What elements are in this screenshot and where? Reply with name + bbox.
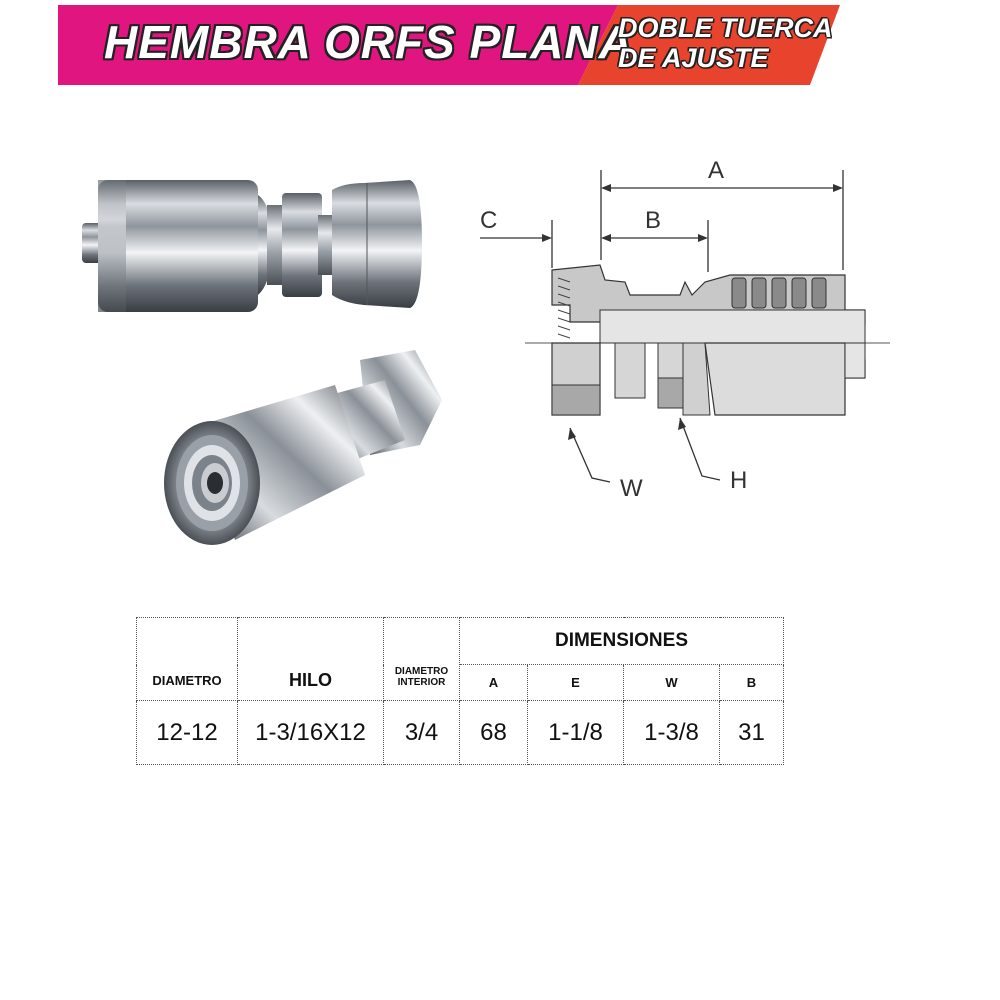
header-a: A [460,665,528,701]
label-c: C [480,207,498,234]
header-hilo: HILO [238,618,384,701]
header-dimensiones: DIMENSIONES [460,618,784,665]
banner-subtitle-line1: DOBLE TUERCA [618,13,833,43]
cell-diametro: 12-12 [137,701,238,765]
fitting-photo-angled [160,345,450,555]
header-b: B [720,665,784,701]
label-w: W [620,475,643,502]
header-diametro-interior [384,618,460,701]
dimensions-table [136,617,784,765]
banner-title: HEMBRA ORFS PLANA [104,16,633,68]
label-h: H [730,467,748,494]
banner-subtitle-line2: DE AJUSTE [618,43,769,73]
cell-a: 68 [460,701,528,765]
fitting-photo-side [82,175,427,315]
dimension-diagram [470,160,900,510]
label-b: B [645,207,662,234]
cell-e: 1-1/8 [528,701,624,765]
header-diametro-interior-line2: INTERIOR [397,677,446,688]
title-banner [58,5,840,85]
cell-diametro-interior: 3/4 [384,701,460,765]
header-e: E [528,665,624,701]
cell-hilo: 1-3/16X12 [238,701,384,765]
banner-subtitle [618,13,833,73]
header-diametro: DIAMETRO [137,618,238,701]
cell-b: 31 [720,701,784,765]
header-diametro-interior-line1: DIAMETRO [394,666,449,677]
header-w: W [624,665,720,701]
cell-w: 1-3/8 [624,701,720,765]
table-row [137,701,784,765]
label-a: A [708,160,725,184]
